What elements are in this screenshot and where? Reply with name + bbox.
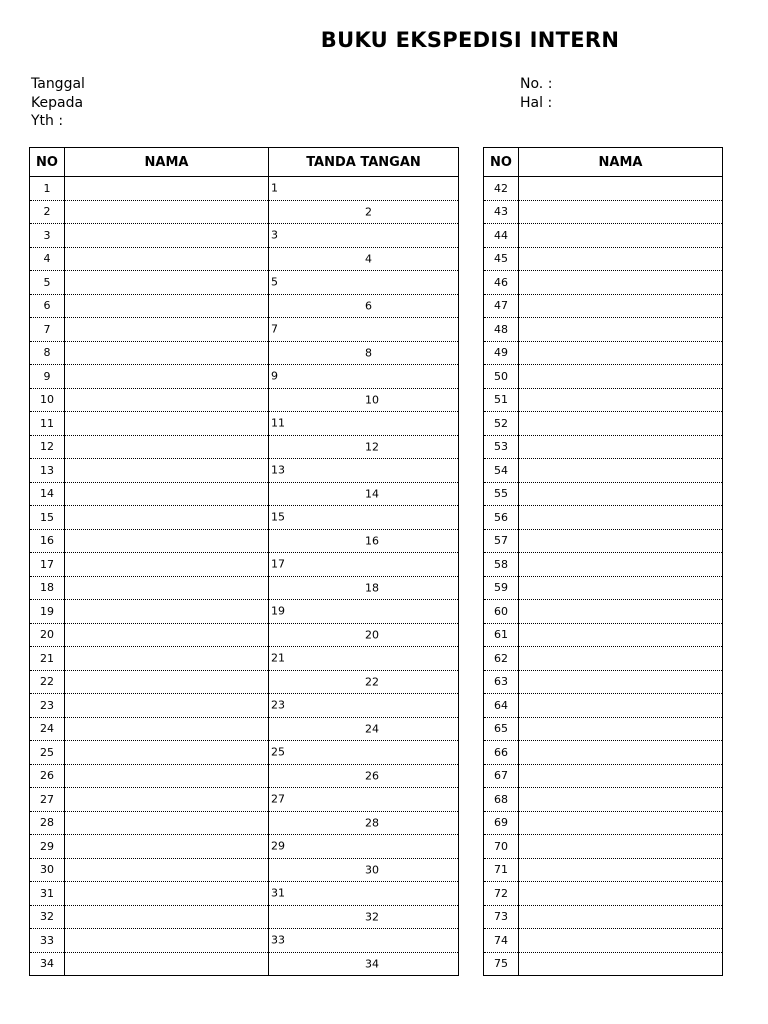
signature-number: 18 <box>365 581 379 595</box>
nama-cell[interactable] <box>519 600 723 624</box>
nama-cell[interactable] <box>519 365 723 389</box>
nama-cell[interactable] <box>519 835 723 859</box>
signature-cell[interactable] <box>269 247 459 271</box>
row-number: 59 <box>484 576 519 600</box>
nama-cell[interactable] <box>65 623 269 647</box>
table-row <box>484 247 723 271</box>
nama-cell[interactable] <box>65 600 269 624</box>
signature-cell[interactable] <box>269 717 459 741</box>
row-number: 49 <box>484 341 519 365</box>
table-row <box>30 482 459 506</box>
table-row <box>30 200 459 224</box>
nama-cell[interactable] <box>519 341 723 365</box>
row-number: 5 <box>30 271 65 295</box>
table-row <box>484 412 723 436</box>
row-number: 34 <box>30 952 65 976</box>
table-row <box>484 858 723 882</box>
row-number: 63 <box>484 670 519 694</box>
nama-cell[interactable] <box>519 788 723 812</box>
nama-cell[interactable] <box>519 647 723 671</box>
table-row <box>484 929 723 953</box>
signature-number: 27 <box>271 792 285 806</box>
table-row <box>30 811 459 835</box>
signature-cell[interactable] <box>269 952 459 976</box>
nama-cell[interactable] <box>65 905 269 929</box>
row-number: 42 <box>484 177 519 201</box>
table-row <box>484 224 723 248</box>
signature-number: 7 <box>271 322 278 336</box>
signature-number: 23 <box>271 698 285 712</box>
table-row <box>30 835 459 859</box>
table-row <box>30 318 459 342</box>
nama-cell[interactable] <box>519 576 723 600</box>
table-row <box>30 905 459 929</box>
nama-cell[interactable] <box>65 459 269 483</box>
nama-cell[interactable] <box>65 929 269 953</box>
row-number: 66 <box>484 741 519 765</box>
row-number: 13 <box>30 459 65 483</box>
table-row <box>484 318 723 342</box>
table-row <box>30 670 459 694</box>
nama-cell[interactable] <box>519 435 723 459</box>
header-no: NO <box>484 148 519 177</box>
nama-cell[interactable] <box>65 482 269 506</box>
row-number: 68 <box>484 788 519 812</box>
row-number: 10 <box>30 388 65 412</box>
nama-cell[interactable] <box>65 224 269 248</box>
signature-cell[interactable] <box>269 553 459 577</box>
table-row <box>30 271 459 295</box>
table-row <box>484 529 723 553</box>
row-number: 48 <box>484 318 519 342</box>
row-number: 57 <box>484 529 519 553</box>
table-row <box>30 623 459 647</box>
row-number: 73 <box>484 905 519 929</box>
signature-number: 10 <box>365 393 379 407</box>
nama-cell[interactable] <box>65 835 269 859</box>
row-number: 55 <box>484 482 519 506</box>
signature-cell[interactable] <box>269 576 459 600</box>
table-row <box>30 694 459 718</box>
nama-cell[interactable] <box>65 506 269 530</box>
row-number: 25 <box>30 741 65 765</box>
row-number: 21 <box>30 647 65 671</box>
signature-number: 14 <box>365 487 379 501</box>
row-number: 51 <box>484 388 519 412</box>
nama-cell[interactable] <box>519 858 723 882</box>
signature-cell[interactable] <box>269 506 459 530</box>
table-row <box>30 365 459 389</box>
table-row <box>484 882 723 906</box>
table-row <box>30 529 459 553</box>
signature-cell[interactable] <box>269 412 459 436</box>
signature-number: 19 <box>271 604 285 618</box>
table-row <box>30 412 459 436</box>
table-row <box>30 741 459 765</box>
hal-label: Hal : <box>520 94 553 111</box>
signature-cell[interactable] <box>269 600 459 624</box>
signature-number: 28 <box>365 816 379 830</box>
signature-cell[interactable] <box>269 482 459 506</box>
nama-cell[interactable] <box>65 788 269 812</box>
signature-number: 9 <box>271 369 278 383</box>
row-number: 28 <box>30 811 65 835</box>
signature-number: 33 <box>271 933 285 947</box>
signature-cell[interactable] <box>269 670 459 694</box>
signature-cell[interactable] <box>269 200 459 224</box>
row-number: 24 <box>30 717 65 741</box>
signature-cell[interactable] <box>269 529 459 553</box>
row-number: 67 <box>484 764 519 788</box>
nama-cell[interactable] <box>519 294 723 318</box>
signature-number: 2 <box>365 205 372 219</box>
header-tanda-tangan: TANDA TANGAN <box>269 148 459 177</box>
table-row <box>484 694 723 718</box>
row-number: 29 <box>30 835 65 859</box>
table-row <box>484 952 723 976</box>
row-number: 61 <box>484 623 519 647</box>
no-label: No. : <box>520 76 553 92</box>
meta-left <box>31 75 85 131</box>
nama-cell[interactable] <box>519 506 723 530</box>
nama-cell[interactable] <box>519 741 723 765</box>
table-row <box>30 459 459 483</box>
signature-number: 3 <box>271 228 278 242</box>
nama-cell[interactable] <box>519 694 723 718</box>
signature-number: 15 <box>271 510 285 524</box>
row-number: 52 <box>484 412 519 436</box>
left-expedition-table <box>29 147 459 976</box>
tanggal-label: Tanggal <box>31 76 85 92</box>
nama-cell[interactable] <box>65 741 269 765</box>
table-row <box>30 224 459 248</box>
table-row <box>30 341 459 365</box>
table-row <box>484 623 723 647</box>
table-row <box>484 764 723 788</box>
signature-cell[interactable] <box>269 388 459 412</box>
row-number: 2 <box>30 200 65 224</box>
row-number: 27 <box>30 788 65 812</box>
table-row <box>484 553 723 577</box>
row-number: 22 <box>30 670 65 694</box>
nama-cell[interactable] <box>65 811 269 835</box>
nama-cell[interactable] <box>65 694 269 718</box>
row-number: 20 <box>30 623 65 647</box>
table-row <box>484 788 723 812</box>
signature-cell[interactable] <box>269 764 459 788</box>
table-row <box>30 788 459 812</box>
table-row <box>484 670 723 694</box>
row-number: 46 <box>484 271 519 295</box>
kepada-label: Kepada <box>31 94 84 111</box>
row-number: 16 <box>30 529 65 553</box>
nama-cell[interactable] <box>519 929 723 953</box>
table-row <box>30 294 459 318</box>
nama-cell[interactable] <box>65 882 269 906</box>
signature-number: 11 <box>271 416 285 430</box>
row-number: 75 <box>484 952 519 976</box>
signature-number: 22 <box>365 675 379 689</box>
nama-cell[interactable] <box>519 553 723 577</box>
row-number: 47 <box>484 294 519 318</box>
table-row <box>30 858 459 882</box>
signature-cell[interactable] <box>269 811 459 835</box>
table-row <box>484 294 723 318</box>
row-number: 14 <box>30 482 65 506</box>
nama-cell[interactable] <box>65 647 269 671</box>
nama-cell[interactable] <box>519 952 723 976</box>
row-number: 6 <box>30 294 65 318</box>
table-row <box>484 905 723 929</box>
signature-number: 34 <box>365 957 379 971</box>
row-number: 53 <box>484 435 519 459</box>
nama-cell[interactable] <box>519 717 723 741</box>
nama-cell[interactable] <box>519 482 723 506</box>
row-number: 58 <box>484 553 519 577</box>
signature-cell[interactable] <box>269 271 459 295</box>
signature-number: 17 <box>271 557 285 571</box>
row-number: 30 <box>30 858 65 882</box>
signature-number: 8 <box>365 346 372 360</box>
signature-number: 31 <box>271 886 285 900</box>
row-number: 50 <box>484 365 519 389</box>
signature-cell[interactable] <box>269 905 459 929</box>
row-number: 70 <box>484 835 519 859</box>
signature-cell[interactable] <box>269 318 459 342</box>
nama-cell[interactable] <box>65 318 269 342</box>
table-row <box>30 435 459 459</box>
row-number: 71 <box>484 858 519 882</box>
signature-cell[interactable] <box>269 224 459 248</box>
signature-number: 21 <box>271 651 285 665</box>
table-row <box>30 576 459 600</box>
nama-cell[interactable] <box>519 905 723 929</box>
signature-cell[interactable] <box>269 882 459 906</box>
nama-cell[interactable] <box>65 435 269 459</box>
signature-cell[interactable] <box>269 365 459 389</box>
signature-number: 1 <box>271 181 278 195</box>
signature-cell[interactable] <box>269 694 459 718</box>
table-row <box>30 247 459 271</box>
nama-cell[interactable] <box>519 271 723 295</box>
table-row <box>30 553 459 577</box>
signature-cell[interactable] <box>269 788 459 812</box>
row-number: 65 <box>484 717 519 741</box>
table-row <box>484 388 723 412</box>
nama-cell[interactable] <box>65 247 269 271</box>
meta-right <box>520 75 552 112</box>
nama-cell[interactable] <box>65 717 269 741</box>
row-number: 11 <box>30 412 65 436</box>
nama-cell[interactable] <box>519 811 723 835</box>
signature-number: 13 <box>271 463 285 477</box>
nama-cell[interactable] <box>65 341 269 365</box>
nama-cell[interactable] <box>65 670 269 694</box>
table-row <box>484 435 723 459</box>
header-no: NO <box>30 148 65 177</box>
table-row <box>484 811 723 835</box>
nama-cell[interactable] <box>65 200 269 224</box>
document-title: BUKU EKSPEDISI INTERN <box>320 28 620 52</box>
nama-cell[interactable] <box>519 177 723 201</box>
nama-cell[interactable] <box>519 318 723 342</box>
table-row <box>484 482 723 506</box>
signature-number: 32 <box>365 910 379 924</box>
signature-cell[interactable] <box>269 741 459 765</box>
nama-cell[interactable] <box>65 858 269 882</box>
nama-cell[interactable] <box>65 294 269 318</box>
table-row <box>30 506 459 530</box>
row-number: 3 <box>30 224 65 248</box>
signature-cell[interactable] <box>269 177 459 201</box>
table-row <box>484 200 723 224</box>
signature-cell[interactable] <box>269 623 459 647</box>
left-table-header <box>30 148 459 177</box>
signature-number: 16 <box>365 534 379 548</box>
row-number: 43 <box>484 200 519 224</box>
row-number: 19 <box>30 600 65 624</box>
nama-cell[interactable] <box>519 412 723 436</box>
signature-cell[interactable] <box>269 435 459 459</box>
row-number: 23 <box>30 694 65 718</box>
right-table-header <box>484 148 723 177</box>
table-row <box>30 882 459 906</box>
table-row <box>484 506 723 530</box>
row-number: 32 <box>30 905 65 929</box>
table-row <box>30 764 459 788</box>
row-number: 60 <box>484 600 519 624</box>
signature-number: 24 <box>365 722 379 736</box>
table-row <box>30 647 459 671</box>
row-number: 8 <box>30 341 65 365</box>
row-number: 31 <box>30 882 65 906</box>
nama-cell[interactable] <box>65 388 269 412</box>
table-row <box>30 952 459 976</box>
signature-cell[interactable] <box>269 929 459 953</box>
row-number: 1 <box>30 177 65 201</box>
row-number: 54 <box>484 459 519 483</box>
row-number: 7 <box>30 318 65 342</box>
row-number: 17 <box>30 553 65 577</box>
signature-number: 20 <box>365 628 379 642</box>
row-number: 69 <box>484 811 519 835</box>
nama-cell[interactable] <box>65 365 269 389</box>
table-row <box>30 929 459 953</box>
signature-cell[interactable] <box>269 647 459 671</box>
signature-number: 30 <box>365 863 379 877</box>
table-row <box>484 341 723 365</box>
signature-cell[interactable] <box>269 835 459 859</box>
table-row <box>484 835 723 859</box>
table-row <box>484 459 723 483</box>
header-nama: NAMA <box>519 148 723 177</box>
signature-number: 6 <box>365 299 372 313</box>
nama-cell[interactable] <box>519 623 723 647</box>
nama-cell[interactable] <box>65 553 269 577</box>
row-number: 44 <box>484 224 519 248</box>
signature-cell[interactable] <box>269 858 459 882</box>
nama-cell[interactable] <box>65 412 269 436</box>
nama-cell[interactable] <box>65 764 269 788</box>
row-number: 33 <box>30 929 65 953</box>
row-number: 12 <box>30 435 65 459</box>
signature-number: 5 <box>271 275 278 289</box>
table-row <box>30 717 459 741</box>
signature-number: 4 <box>365 252 372 266</box>
nama-cell[interactable] <box>519 247 723 271</box>
nama-cell[interactable] <box>519 459 723 483</box>
right-expedition-table <box>483 147 723 976</box>
signature-cell[interactable] <box>269 459 459 483</box>
header-nama: NAMA <box>65 148 269 177</box>
nama-cell[interactable] <box>519 388 723 412</box>
nama-cell[interactable] <box>519 529 723 553</box>
nama-cell[interactable] <box>65 576 269 600</box>
table-row <box>30 600 459 624</box>
row-number: 9 <box>30 365 65 389</box>
table-row <box>484 177 723 201</box>
row-number: 45 <box>484 247 519 271</box>
nama-cell[interactable] <box>519 224 723 248</box>
nama-cell[interactable] <box>519 200 723 224</box>
signature-cell[interactable] <box>269 341 459 365</box>
nama-cell[interactable] <box>65 952 269 976</box>
signature-number: 25 <box>271 745 285 759</box>
nama-cell[interactable] <box>65 271 269 295</box>
row-number: 74 <box>484 929 519 953</box>
row-number: 26 <box>30 764 65 788</box>
nama-cell[interactable] <box>65 529 269 553</box>
table-row <box>30 177 459 201</box>
row-number: 15 <box>30 506 65 530</box>
signature-number: 26 <box>365 769 379 783</box>
table-row <box>484 717 723 741</box>
table-row <box>484 600 723 624</box>
row-number: 18 <box>30 576 65 600</box>
yth-label: Yth : <box>31 113 64 129</box>
nama-cell[interactable] <box>65 177 269 201</box>
nama-cell[interactable] <box>519 670 723 694</box>
nama-cell[interactable] <box>519 882 723 906</box>
row-number: 64 <box>484 694 519 718</box>
row-number: 62 <box>484 647 519 671</box>
signature-number: 12 <box>365 440 379 454</box>
table-row <box>30 388 459 412</box>
row-number: 56 <box>484 506 519 530</box>
table-row <box>484 576 723 600</box>
signature-number: 29 <box>271 839 285 853</box>
row-number: 72 <box>484 882 519 906</box>
row-number: 4 <box>30 247 65 271</box>
table-row <box>484 647 723 671</box>
table-row <box>484 365 723 389</box>
signature-cell[interactable] <box>269 294 459 318</box>
table-row <box>484 271 723 295</box>
nama-cell[interactable] <box>519 764 723 788</box>
table-row <box>484 741 723 765</box>
